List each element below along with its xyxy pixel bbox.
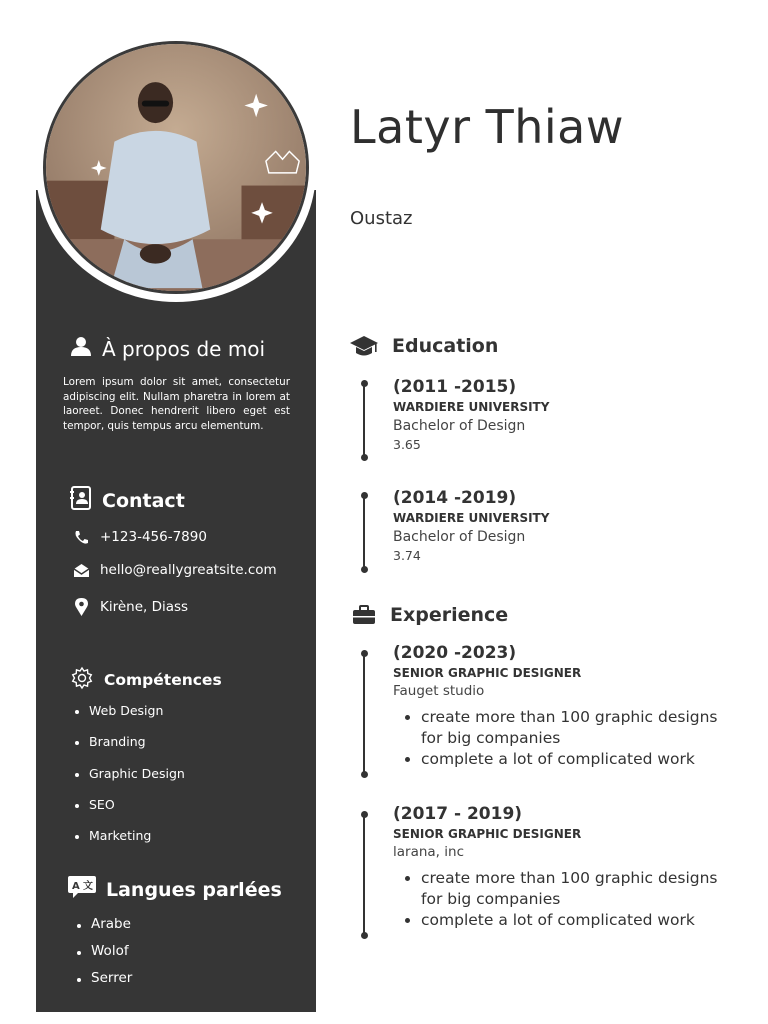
contact-book-icon — [70, 486, 92, 515]
skill-item: Marketing — [75, 828, 185, 859]
languages-title: Langues parlées — [106, 878, 282, 901]
graduation-cap-icon — [350, 335, 378, 357]
education-degree: Bachelor of Design — [393, 418, 526, 434]
experience-heading — [352, 604, 508, 626]
profile-photo — [43, 41, 309, 294]
language-item: Arabe — [77, 916, 132, 943]
address-text: Kirène, Diass — [100, 599, 189, 615]
contact-title: Contact — [102, 489, 185, 512]
experience-title: Experience — [390, 604, 509, 626]
experience-bullets — [393, 868, 743, 931]
contact-phone[interactable] — [72, 529, 207, 545]
experience-bullet: • create more than 100 graphic designs for big companies — [421, 868, 743, 910]
languages-list — [77, 916, 132, 997]
experience-bullet: • create more than 100 graphic designs for big companies — [421, 707, 743, 749]
language-item: Serrer — [77, 970, 132, 997]
education-school: WARDIERE UNIVERSITY — [393, 511, 550, 525]
mail-icon — [72, 564, 90, 577]
experience-entry — [393, 804, 743, 931]
timeline-line — [363, 495, 365, 569]
phone-text: +123-456-7890 — [100, 529, 207, 545]
gear-icon — [70, 666, 94, 694]
timeline-dot — [361, 566, 368, 573]
experience-bullet: • complete a lot of complicated work — [421, 749, 743, 770]
svg-text:文: 文 — [83, 881, 93, 892]
about-text: Lorem ipsum dolor sit amet, consectetur adipiscing elit. Nullam pharetra in lorem at laoreet. Donec hendrerit libero eget est tempor, quis tempus arcu elementum. — [63, 376, 290, 432]
education-gpa: 3.65 — [393, 437, 421, 452]
education-title: Education — [392, 335, 499, 357]
timeline-dot — [361, 932, 368, 939]
experience-entry — [393, 643, 743, 770]
languages-heading — [68, 876, 282, 903]
location-pin-icon — [72, 598, 90, 616]
experience-years: (2020 -2023) — [393, 643, 517, 663]
education-degree: Bachelor of Design — [393, 529, 526, 545]
experience-company: larana, inc — [393, 844, 464, 860]
timeline-line — [363, 383, 365, 457]
education-entry — [393, 377, 743, 452]
education-heading — [350, 335, 498, 357]
user-icon — [70, 336, 92, 361]
experience-position: SENIOR GRAPHIC DESIGNER — [393, 827, 582, 841]
timeline-dot — [361, 771, 368, 778]
timeline-dot — [361, 454, 368, 461]
experience-company: Fauget studio — [393, 683, 485, 699]
timeline-line — [363, 653, 365, 773]
skills-heading — [70, 666, 222, 694]
translate-icon — [68, 876, 96, 903]
experience-bullets — [393, 707, 743, 770]
about-heading — [70, 336, 265, 361]
education-school: WARDIERE UNIVERSITY — [393, 400, 550, 414]
skill-item: Web Design — [75, 703, 185, 734]
education-gpa: 3.74 — [393, 548, 421, 563]
experience-bullet: • complete a lot of complicated work — [421, 910, 743, 931]
education-years: (2014 -2019) — [393, 488, 517, 508]
language-item: Wolof — [77, 943, 132, 970]
about-title: À propos de moi — [102, 336, 266, 361]
experience-position: SENIOR GRAPHIC DESIGNER — [393, 666, 582, 680]
experience-years: (2017 - 2019) — [393, 804, 523, 824]
skill-item: Graphic Design — [75, 766, 185, 797]
timeline-line — [363, 814, 365, 934]
briefcase-icon — [352, 605, 376, 625]
skills-title: Compétences — [104, 671, 222, 689]
contact-email[interactable] — [72, 562, 277, 578]
person-role: Oustaz — [350, 208, 413, 229]
phone-icon — [72, 530, 90, 545]
education-entry — [393, 488, 743, 563]
skill-item: SEO — [75, 797, 185, 828]
person-name: Latyr Thiaw — [350, 100, 624, 154]
education-years: (2011 -2015) — [393, 377, 517, 397]
skills-list — [75, 703, 185, 859]
contact-address — [72, 598, 188, 616]
skill-item: Branding — [75, 734, 185, 765]
svg-text:A: A — [72, 881, 80, 892]
contact-heading — [70, 486, 185, 515]
email-text: hello@reallygreatsite.com — [100, 562, 277, 578]
